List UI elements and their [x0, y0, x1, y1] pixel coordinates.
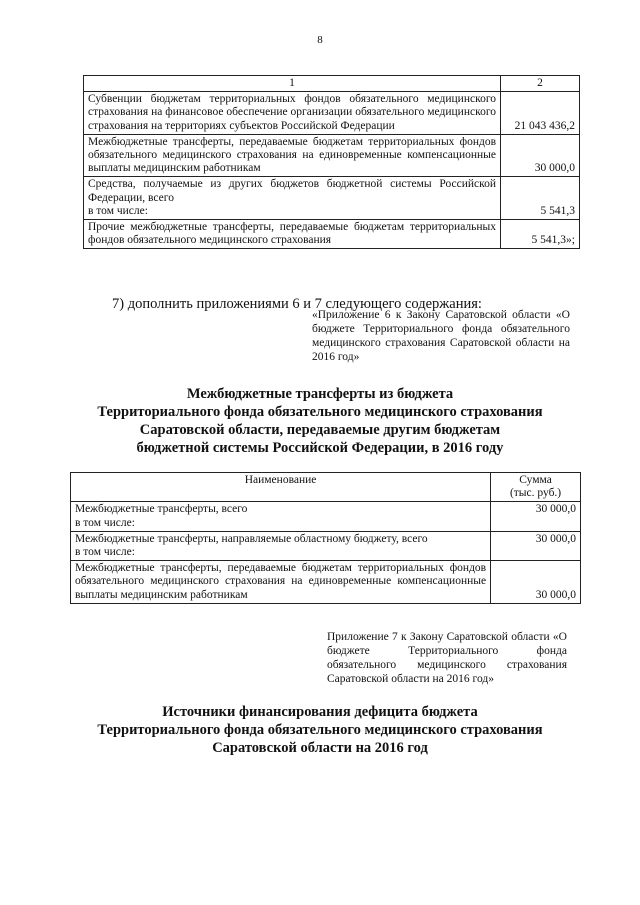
- title-line: Источники финансирования дефицита бюджета: [162, 704, 478, 720]
- row-name-sub: в том числе:: [75, 516, 135, 529]
- row-name-text: Межбюджетные трансферты, направляемые областному бюджету, всего: [75, 532, 428, 545]
- row-name-text: Средства, получаемые из других бюджетов бюджетной системы Российской Федерации, всего: [88, 178, 497, 204]
- table-row: [71, 531, 581, 560]
- title-line: Территориального фонда обязательного медицинского страхования: [97, 404, 543, 420]
- table-header-row: [84, 76, 580, 92]
- interbudget-transfers-table: [70, 472, 581, 604]
- header-sum: [491, 473, 581, 502]
- row-amount: 30 000,0: [501, 134, 580, 177]
- appendix-6-caption: «Приложение 6 к Закону Саратовской области «О бюджете Территориального фонда обязательного медицинского страхования Саратовской области на 2016 год»: [312, 309, 570, 363]
- title-line: Саратовской области, передаваемые другим бюджетам: [139, 422, 501, 438]
- row-name-sub: в том числе:: [75, 546, 135, 559]
- table-row: [71, 502, 581, 531]
- row-amount: 30 000,0: [491, 561, 581, 604]
- table-row: [84, 92, 580, 135]
- title-line: бюджетной системы Российской Федерации, в 2016 году: [136, 440, 504, 456]
- row-name-sub: в том числе:: [88, 204, 148, 217]
- row-name: Прочие межбюджетные трансферты, передаваемые бюджетам территориальных фондов обязательного медицинского страхования: [84, 220, 501, 249]
- table-row: [84, 134, 580, 177]
- header-sum-unit: (тыс. руб.): [509, 487, 562, 500]
- row-amount: 5 541,3»;: [501, 220, 580, 249]
- row-name-text: Межбюджетные трансферты, всего: [75, 503, 248, 516]
- header-sum-label: Сумма: [519, 474, 552, 486]
- title-line: Межбюджетные трансферты из бюджета: [186, 386, 454, 402]
- table-header-row: [71, 473, 581, 502]
- title-line: Саратовской области на 2016 год: [212, 740, 428, 756]
- appendix-7-caption: Приложение 7 к Закону Саратовской области «О бюджете Территориального фонда обязательного медицинского страхования Саратовской области на 2016 год»: [327, 631, 567, 685]
- column-header-2: 2: [501, 76, 580, 92]
- appendix-7-title: [60, 703, 580, 757]
- budget-continuation-table: [83, 75, 580, 249]
- row-name: [71, 502, 491, 531]
- row-name: [71, 531, 491, 560]
- page-number: 8: [317, 34, 323, 46]
- table-row: [84, 177, 580, 220]
- row-amount: 30 000,0: [491, 502, 581, 531]
- table-row: [71, 561, 581, 604]
- row-amount: 21 043 436,2: [501, 92, 580, 135]
- row-amount: 5 541,3: [501, 177, 580, 220]
- header-name: Наименование: [71, 473, 491, 502]
- table-row: [84, 220, 580, 249]
- row-name: [84, 177, 501, 220]
- row-name: Межбюджетные трансферты, передаваемые бюджетам территориальных фондов обязательного медицинского страхования на единовременные компенсационные выплаты медицинским работникам: [84, 134, 501, 177]
- title-line: Территориального фонда обязательного медицинского страхования: [97, 722, 543, 738]
- amendment-paragraph: 7) дополнить приложениями 6 и 7 следующего содержания:: [112, 296, 482, 312]
- row-amount: 30 000,0: [491, 531, 581, 560]
- row-name: Межбюджетные трансферты, передаваемые бюджетам территориальных фондов обязательного медицинского страхования на единовременные компенсационные выплаты медицинским работникам: [71, 561, 491, 604]
- appendix-6-title: [60, 385, 580, 457]
- column-header-1: 1: [84, 76, 501, 92]
- row-name: Субвенции бюджетам территориальных фондов обязательного медицинского страхования на финансовое обеспечение организации обязательного медицинского страхования на территориях субъектов Российской Федерации: [84, 92, 501, 135]
